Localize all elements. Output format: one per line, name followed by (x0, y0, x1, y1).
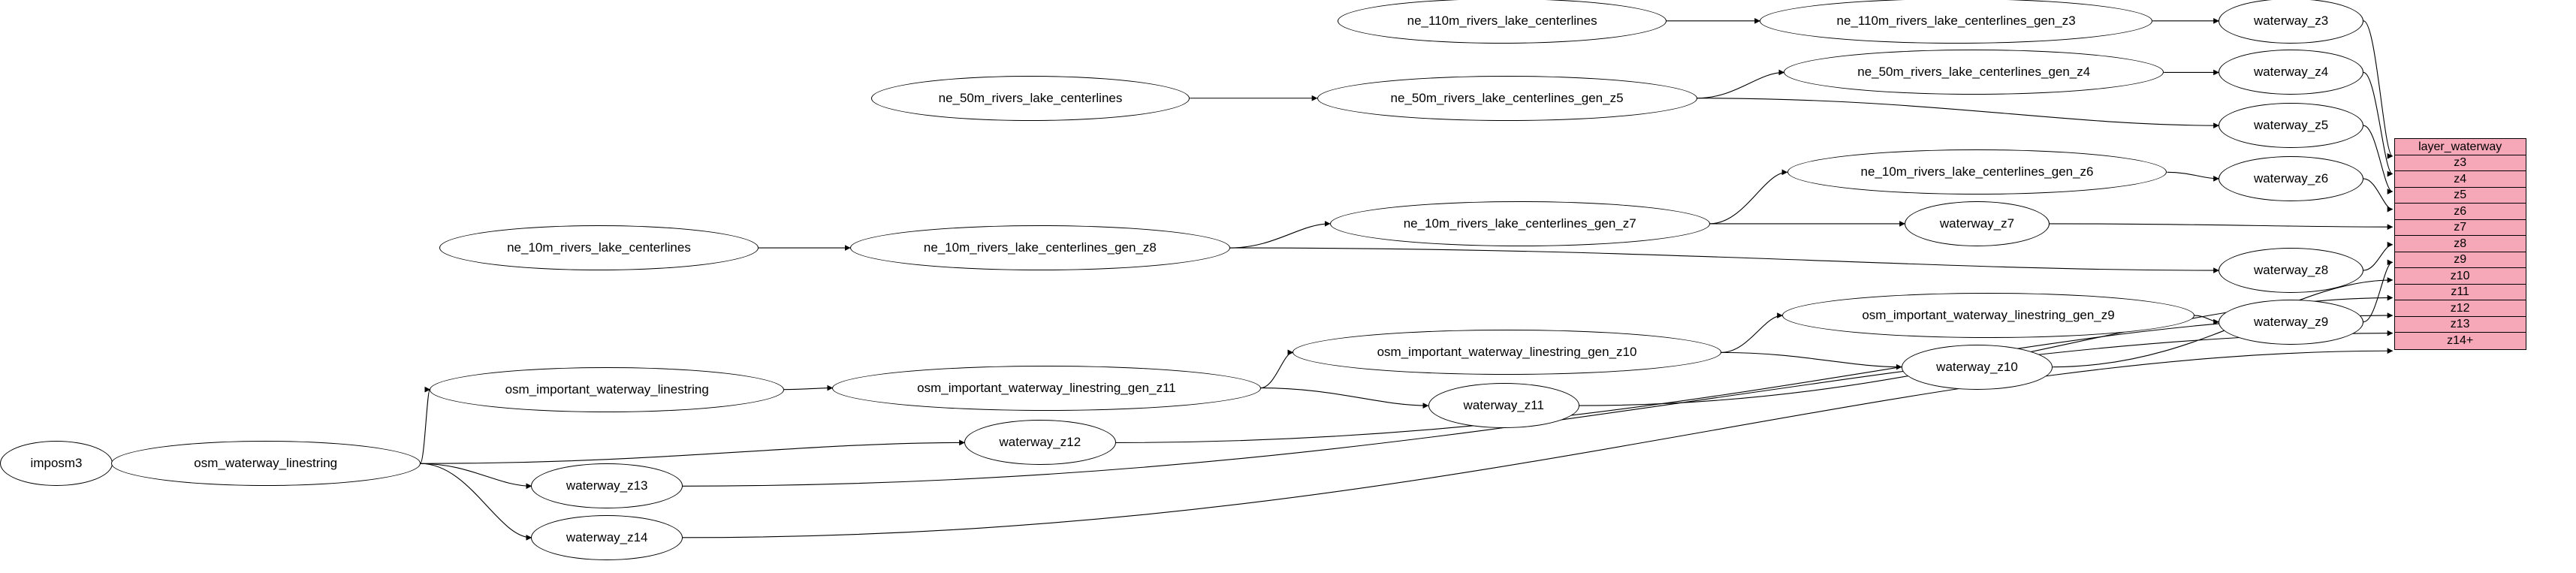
node-waterway_z9[interactable] (2219, 300, 2363, 345)
node-label: ne_10m_rivers_lake_centerlines (507, 240, 691, 255)
node-label: waterway_z4 (2253, 65, 2329, 80)
node-waterway_z8[interactable] (2219, 248, 2363, 293)
edge-waterway_z5-to-layer_waterway (2363, 125, 2393, 192)
table-row-z7[interactable]: z7 (2395, 220, 2526, 237)
edge-osm_waterway_linestring-to-waterway_z14 (421, 463, 532, 538)
node-waterway_z3[interactable] (2219, 0, 2363, 44)
node-label: ne_10m_rivers_lake_centerlines_gen_z8 (923, 240, 1157, 255)
edge-osm_waterway_linestring-to-osm_important_waterway_linestring (421, 390, 430, 464)
node-ne_10m_rivers_lake_centerlines_gen_z7[interactable] (1330, 201, 1710, 246)
table-row-z9[interactable]: z9 (2395, 252, 2526, 269)
edge-osm_important_waterway_linestring_gen_z11-to-osm_important_waterway_linestring_gen_z10 (1261, 352, 1293, 388)
node-waterway_z11[interactable] (1428, 383, 1580, 428)
table-row-z6[interactable]: z6 (2395, 204, 2526, 220)
node-label: ne_50m_rivers_lake_centerlines_gen_z4 (1857, 65, 2091, 80)
node-label: waterway_z13 (566, 478, 648, 493)
node-label: ne_50m_rivers_lake_centerlines_gen_z5 (1390, 90, 1624, 105)
node-label: waterway_z5 (2253, 118, 2329, 133)
node-label: ne_50m_rivers_lake_centerlines (938, 90, 1123, 105)
table-row-z12[interactable]: z12 (2395, 300, 2526, 317)
node-ne_110m_rivers_lake_centerlines[interactable] (1338, 0, 1666, 44)
node-waterway_z5[interactable] (2219, 103, 2363, 148)
node-osm_important_waterway_linestring[interactable] (430, 367, 784, 412)
table-layer_waterway[interactable] (2394, 138, 2526, 350)
node-waterway_z14[interactable] (531, 515, 683, 560)
node-ne_110m_rivers_lake_centerlines_gen_z3[interactable] (1760, 0, 2152, 44)
node-label: waterway_z10 (1936, 359, 2018, 374)
table-row-z5[interactable]: z5 (2395, 188, 2526, 204)
edge-waterway_z7-to-layer_waterway (2050, 224, 2393, 227)
edge-ne_50m_rivers_lake_centerlines_gen_z5-to-waterway_z5 (1697, 98, 2219, 125)
edge-ne_10m_rivers_lake_centerlines_gen_z7-to-ne_10m_rivers_lake_centerlines_gen_z6 (1710, 172, 1787, 224)
node-label: ne_10m_rivers_lake_centerlines_gen_z7 (1403, 216, 1636, 231)
node-waterway_z13[interactable] (531, 463, 683, 508)
node-waterway_z7[interactable] (1905, 201, 2050, 246)
node-waterway_z10[interactable] (1902, 345, 2053, 390)
node-waterway_z12[interactable] (964, 420, 1116, 465)
table-row-z11[interactable]: z11 (2395, 285, 2526, 301)
node-label: osm_important_waterway_linestring_gen_z10 (1377, 345, 1637, 360)
node-label: waterway_z12 (999, 435, 1081, 450)
node-label: waterway_z6 (2253, 170, 2329, 185)
edge-ne_50m_rivers_lake_centerlines_gen_z5-to-ne_50m_rivers_lake_centerlines_gen_z4 (1697, 72, 1784, 98)
node-label: waterway_z8 (2253, 263, 2329, 278)
node-osm_important_waterway_linestring_gen_z11[interactable] (832, 366, 1260, 411)
node-label: ne_110m_rivers_lake_centerlines (1407, 13, 1597, 28)
node-label: osm_important_waterway_linestring (505, 381, 709, 397)
node-label: waterway_z7 (1939, 216, 2015, 231)
node-label: osm_waterway_linestring (194, 456, 338, 471)
edge-osm_important_waterway_linestring_gen_z10-to-waterway_z10 (1721, 352, 1902, 366)
node-label: waterway_z9 (2253, 314, 2329, 329)
edge-osm_important_waterway_linestring_gen_z9-to-waterway_z9 (2194, 315, 2219, 322)
edge-waterway_z4-to-layer_waterway (2363, 72, 2393, 173)
edge-osm_waterway_linestring-to-waterway_z13 (421, 463, 532, 486)
node-osm_important_waterway_linestring_gen_z10[interactable] (1293, 330, 1721, 375)
node-label: waterway_z3 (2253, 13, 2329, 28)
node-ne_10m_rivers_lake_centerlines_gen_z8[interactable] (850, 225, 1230, 270)
node-label: ne_110m_rivers_lake_centerlines_gen_z3 (1836, 13, 2076, 28)
table-row-z3[interactable]: z3 (2395, 155, 2526, 172)
edge-waterway_z9-to-layer_waterway (2363, 262, 2393, 321)
edge-osm_waterway_linestring-to-waterway_z12 (421, 442, 965, 463)
node-label: ne_10m_rivers_lake_centerlines_gen_z6 (1860, 164, 2094, 179)
node-label: waterway_z11 (1463, 398, 1544, 413)
node-label: osm_important_waterway_linestring_gen_z11 (917, 380, 1176, 395)
table-row-z4[interactable]: z4 (2395, 171, 2526, 188)
table-row-z14+[interactable]: z14+ (2447, 334, 2474, 348)
table-row-z8[interactable]: z8 (2395, 236, 2526, 252)
edge-waterway_z3-to-layer_waterway (2363, 21, 2393, 156)
edge-ne_10m_rivers_lake_centerlines_gen_z6-to-waterway_z6 (2167, 172, 2219, 179)
table-row-z13[interactable]: z13 (2395, 317, 2526, 333)
node-ne_10m_rivers_lake_centerlines[interactable] (439, 225, 758, 270)
table-row-z10[interactable]: z10 (2395, 268, 2526, 285)
edge-waterway_z6-to-layer_waterway (2363, 179, 2393, 210)
edge-osm_important_waterway_linestring_gen_z10-to-osm_important_waterway_linestring_gen_z9 (1721, 315, 1782, 352)
node-ne_10m_rivers_lake_centerlines_gen_z6[interactable] (1787, 149, 2167, 195)
edge-ne_10m_rivers_lake_centerlines_gen_z8-to-ne_10m_rivers_lake_centerlines_gen_z7 (1230, 224, 1330, 248)
node-label: waterway_z14 (566, 529, 648, 544)
node-ne_50m_rivers_lake_centerlines[interactable] (871, 76, 1190, 121)
table-title: layer_waterway (2395, 139, 2526, 155)
node-label: imposm3 (30, 456, 83, 471)
node-waterway_z6[interactable] (2219, 156, 2363, 201)
edge-ne_10m_rivers_lake_centerlines_gen_z8-to-waterway_z8 (1230, 248, 2219, 270)
node-imposm3[interactable] (0, 441, 113, 486)
node-label: osm_important_waterway_linestring_gen_z9 (1862, 308, 2115, 323)
edge-osm_important_waterway_linestring-to-osm_important_waterway_linestring_gen_z11 (784, 388, 832, 390)
node-osm_waterway_linestring[interactable] (111, 441, 421, 486)
node-ne_50m_rivers_lake_centerlines_gen_z5[interactable] (1317, 76, 1697, 121)
edge-osm_important_waterway_linestring_gen_z11-to-waterway_z11 (1261, 388, 1428, 406)
node-osm_important_waterway_linestring_gen_z9[interactable] (1782, 293, 2194, 338)
